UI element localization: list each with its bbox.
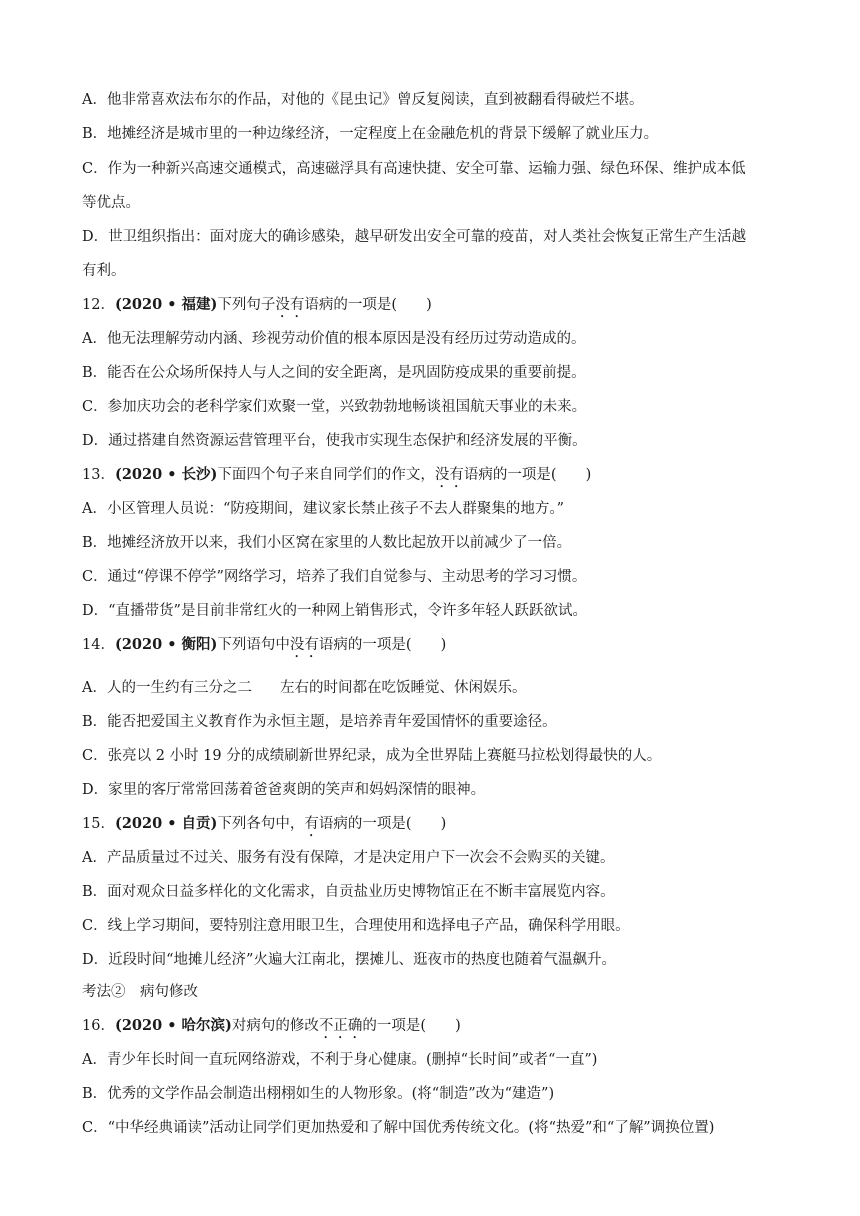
stem-text: 下列句子	[217, 297, 276, 313]
stem-text: 下列语句中	[217, 637, 290, 653]
q12-option-b: B．能否在公众场所保持人与人之间的安全距离，是巩固防疫成果的重要前提。	[82, 365, 586, 381]
question-16-stem	[82, 1016, 461, 1042]
option-a-part2: 左右的时间都在吃饭睡觉、休闲娱乐。	[279, 680, 527, 696]
question-source: (2020 • 长沙)	[114, 466, 218, 483]
q14-option-c: C．张亮以 2 小时 19 分的成绩刷新世界纪录，成为全世界陆上赛艇马拉松划得最快的人。	[82, 748, 662, 764]
emphasis-text: 有	[304, 816, 319, 832]
question-13-stem	[82, 465, 591, 491]
q11-option-d: D．世卫组织指出：面对庞大的确诊感染，越早研发出安全可靠的疫苗，对人类社会恢复正常生产生活越	[82, 229, 747, 245]
stem-text: 语病的一项是( )	[318, 637, 447, 653]
stem-text: 的一项是( )	[362, 1018, 461, 1034]
question-number: 16．	[82, 1018, 115, 1034]
question-source: (2020 • 福建)	[114, 296, 218, 313]
q14-option-d: D．家里的客厅常常回荡着爸爸爽朗的笑声和妈妈深情的眼神。	[82, 782, 486, 798]
q12-option-c: C．参加庆功会的老科学家们欢聚一堂，兴致勃勃地畅谈祖国航天事业的未来。	[82, 399, 587, 415]
question-15-stem	[82, 814, 446, 840]
stem-text: 下面四个句子来自同学们的作文，	[217, 467, 435, 483]
q11-option-c: C．作为一种新兴高速交通模式，高速磁浮具有高速快捷、安全可靠、运输力强、绿色环保、维护成本低	[82, 161, 746, 177]
q15-option-b: B．面对观众日益多样化的文化需求，自贡盐业历史博物馆正在不断丰富展览内容。	[82, 884, 615, 900]
stem-text: 语病的一项是( )	[463, 467, 592, 483]
emphasis-text: 没有	[275, 297, 305, 313]
q13-option-d: D．“直播带货”是目前非常红火的一种网上销售形式，令许多年轻人跃跃欲试。	[82, 603, 587, 619]
q14-option-b: B．能否把爱国主义教育作为永恒主题，是培养青年爱国情怀的重要途径。	[82, 714, 557, 730]
question-number: 13．	[82, 467, 115, 483]
stem-text: 对病句的修改	[231, 1018, 319, 1034]
q15-option-d: D．近段时间“地摊儿经济”火遍大江南北，摆摊儿、逛夜市的热度也随着气温飙升。	[82, 952, 616, 968]
q11-option-a: A．他非常喜欢法布尔的作品，对他的《昆虫记》曾反复阅读，直到被翻看得破烂不堪。	[82, 92, 644, 108]
question-source: (2020 • 衡阳)	[114, 636, 218, 653]
q15-option-c: C．线上学习期间，要特别注意用眼卫生，合理使用和选择电子产品，确保科学用眼。	[82, 918, 630, 934]
question-source: (2020 • 哈尔滨)	[114, 1017, 232, 1034]
question-12-stem	[82, 295, 432, 321]
question-source: (2020 • 自贡)	[114, 815, 218, 832]
q14-option-a	[82, 678, 526, 698]
q16-option-b: B．优秀的文学作品会制造出栩栩如生的人物形象。(将“制造”改为“建造”)	[82, 1086, 555, 1102]
q11-option-c-cont: 等优点。	[82, 195, 140, 211]
question-number: 15．	[82, 816, 115, 832]
q16-option-a: A．青少年长时间一直玩网络游戏，不利于身心健康。(删掉“长时间”或者“一直”)	[82, 1052, 598, 1068]
q13-option-c: C．通过“停课不停学”网络学习，培养了我们自觉参与、主动思考的学习习惯。	[82, 569, 587, 585]
q16-option-c: C．“中华经典诵读”活动让同学们更加热爱和了解中国优秀传统文化。(将“热爱”和“了解”调换位置)	[82, 1120, 715, 1136]
q12-option-a: A．他无法理解劳动内涵、珍视劳动价值的根本原因是没有经历过劳动造成的。	[82, 331, 586, 347]
q11-option-b: B．地摊经济是城市里的一种边缘经济，一定程度上在金融危机的背景下缓解了就业压力。	[82, 126, 659, 142]
stem-text: 语病的一项是( )	[318, 816, 447, 832]
stem-text: 语病的一项是( )	[304, 297, 432, 313]
stem-text: 下列各句中，	[217, 816, 305, 832]
q13-option-a: A．小区管理人员说：“防疫期间，建议家长禁止孩子不去人群聚集的地方。”	[82, 501, 565, 517]
question-number: 12．	[82, 297, 115, 313]
q13-option-b: B．地摊经济放开以来，我们小区窝在家里的人数比起放开以前减少了一倍。	[82, 535, 572, 551]
emphasis-text: 不正确	[318, 1018, 363, 1034]
q15-option-a: A．产品质量过不过关、服务有没有保障，才是决定用户下一次会不会购买的关键。	[82, 850, 615, 866]
emphasis-text: 没有	[434, 467, 464, 483]
q11-option-d-cont: 有利。	[82, 263, 126, 279]
question-number: 14．	[82, 637, 115, 653]
emphasis-text: 没有	[289, 637, 319, 653]
question-14-stem	[82, 635, 446, 661]
section-heading: 考法② 病句修改	[82, 984, 198, 1000]
option-a-part1: A．人的一生约有三分之二	[82, 680, 252, 696]
q12-option-d: D．通过搭建自然资源运营管理平台，使我市实现生态保护和经济发展的平衡。	[82, 433, 587, 449]
